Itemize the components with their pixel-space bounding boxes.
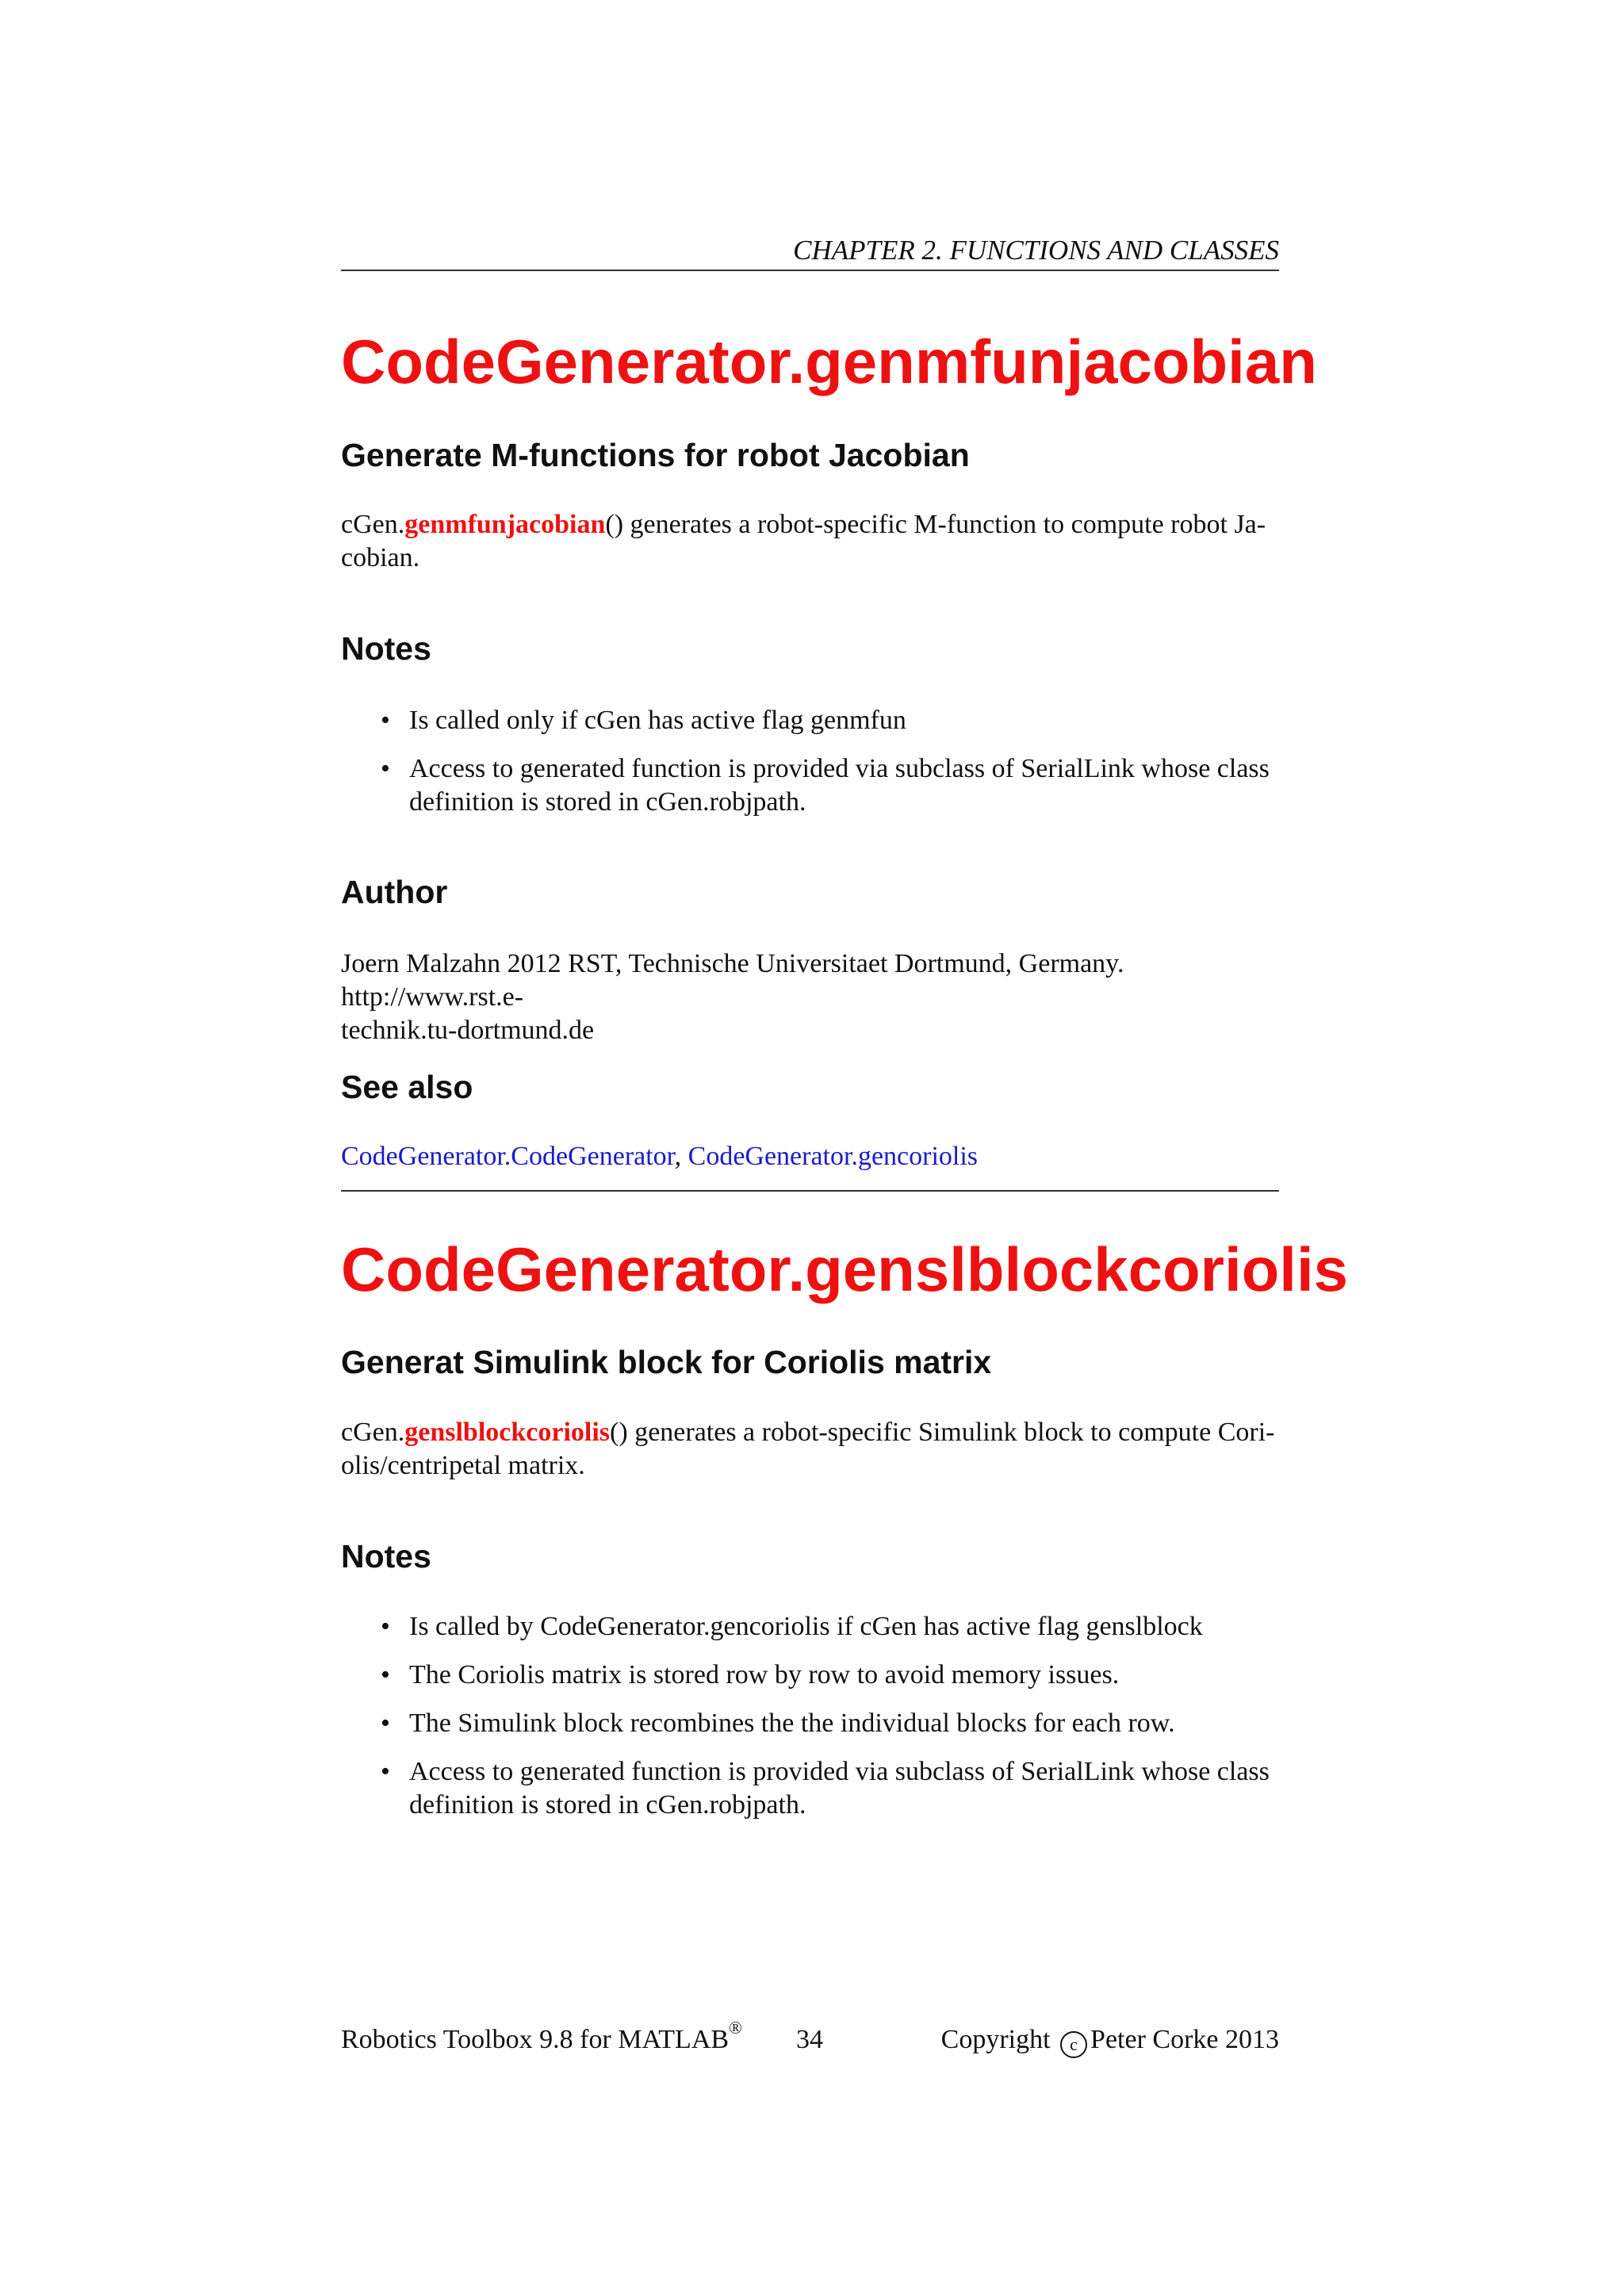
author-heading: Author: [341, 874, 448, 910]
list-item: • The Coriolis matrix is stored row by row to avoid memory issues.: [341, 1659, 1279, 1692]
link-codegenerator-codegenerator[interactable]: CodeGenerator.CodeGenerator: [341, 1142, 675, 1171]
notes-list: [341, 1610, 1279, 1837]
link-codegenerator-gencoriolis[interactable]: CodeGenerator.gencoriolis: [688, 1142, 979, 1171]
section-divider: [341, 1190, 1279, 1192]
bullet-icon: •: [381, 1757, 390, 1786]
footer-copyright: Copyright c Peter Corke 2013: [941, 2024, 1279, 2058]
list-item: • Is called only if cGen has active flag genmfun: [341, 704, 1279, 737]
footer-product: Robotics Toolbox 9.8 for MATLAB®: [341, 2018, 742, 2054]
list-item: • Access to generated function is provided via subclass of SerialLink whose class definition is stored in cGen.robjpath.: [381, 754, 1270, 817]
see-also-links: CodeGenerator.CodeGenerator, CodeGenerator.gencoriolis: [341, 1142, 979, 1171]
running-header: [341, 235, 1279, 271]
bullet-icon: •: [381, 1612, 390, 1641]
section-subtitle: Generate M-functions for robot Jacobian: [341, 437, 970, 473]
author-text: Joern Malzahn 2012 RST, Technische Universitaet Dortmund, Germany. http://www.rst.e- technik.tu-dortmund.de: [341, 949, 1124, 1045]
section-description: cGen.genmfunjacobian() generates a robot-specific M-function to compute robot Ja- cobian.: [341, 510, 1266, 572]
notes-list: [341, 704, 1279, 834]
see-also-heading: See also: [341, 1069, 473, 1105]
function-name-reference: genslblockcoriolis: [404, 1418, 611, 1447]
list-item: • Is called by CodeGenerator.gencoriolis if cGen has active flag genslblock: [341, 1610, 1279, 1644]
function-name-reference: genmfunjacobian: [404, 510, 606, 539]
list-item: • Access to generated function is provided via subclass of SerialLink whose class definition is stored in cGen.robjpath.: [381, 1757, 1270, 1820]
page-number: 34: [796, 2025, 823, 2054]
section-title-genslblockcoriolis: CodeGenerator.genslblockcoriolis: [341, 1234, 1349, 1304]
copyright-icon: c: [1060, 2031, 1087, 2058]
bullet-icon: •: [381, 1660, 390, 1689]
registered-mark: ®: [729, 2018, 742, 2038]
bullet-icon: •: [381, 1709, 390, 1738]
section-subtitle: Generat Simulink block for Coriolis matrix: [341, 1344, 992, 1380]
list-item: • The Simulink block recombines the the individual blocks for each row.: [341, 1707, 1279, 1740]
running-header-title: CHAPTER 2. FUNCTIONS AND CLASSES: [793, 235, 1279, 266]
section-title-genmfunjacobian: CodeGenerator.genmfunjacobian: [341, 327, 1317, 396]
notes-heading: Notes: [341, 630, 431, 667]
notes-heading: Notes: [341, 1538, 431, 1575]
section-description: cGen.genslblockcoriolis() generates a robot-specific Simulink block to compute Cori- olis/centripetal matrix.: [341, 1418, 1275, 1480]
bullet-icon: •: [381, 754, 390, 783]
bullet-icon: •: [381, 706, 390, 735]
